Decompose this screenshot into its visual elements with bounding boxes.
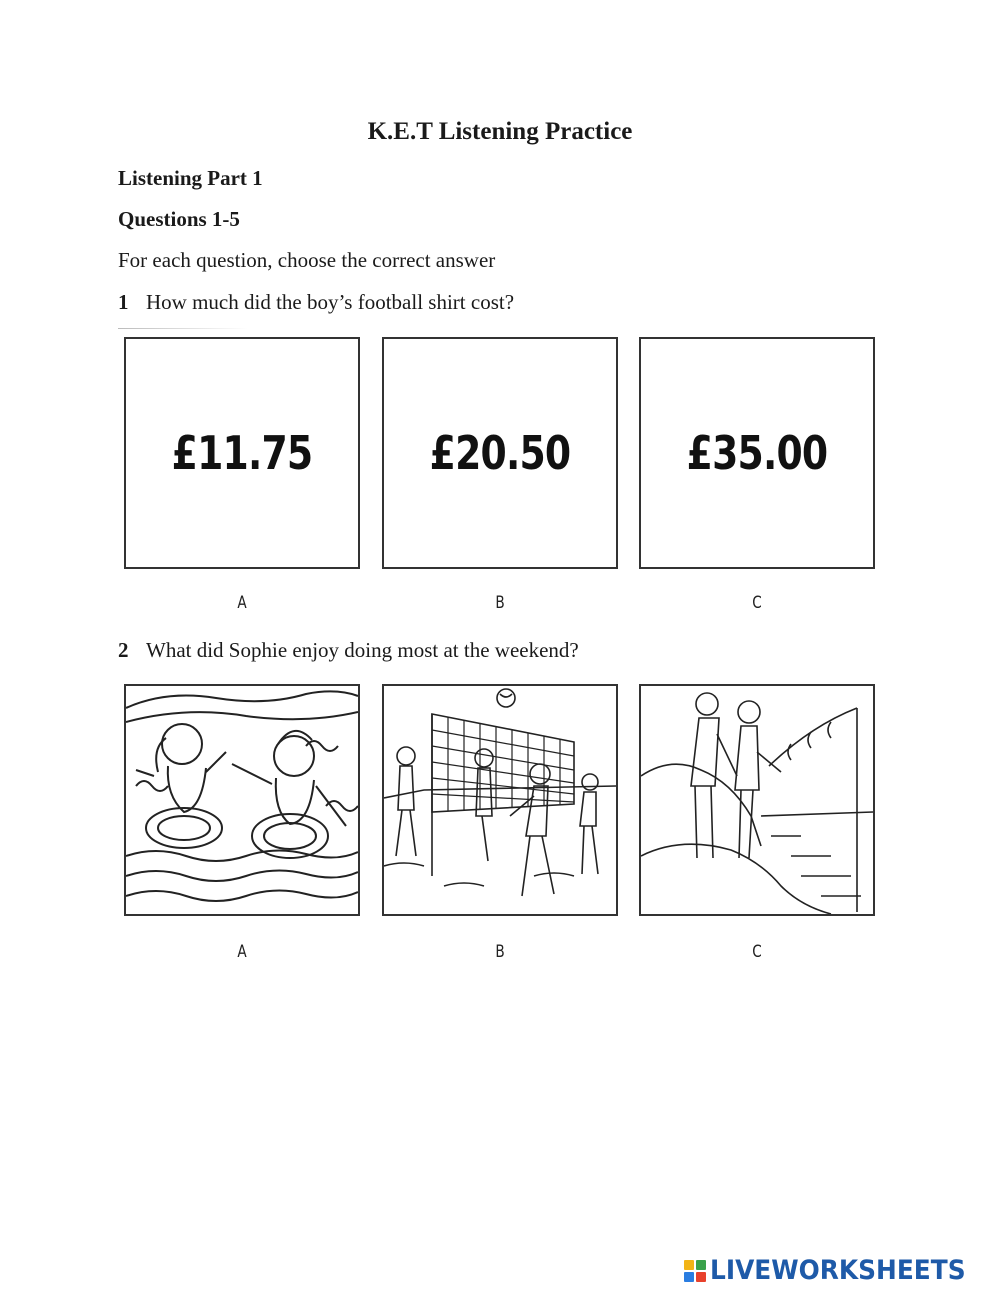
option-label-a: A [237,593,247,613]
option-label-c: C [752,593,762,613]
volleyball-illustration [384,686,616,914]
page-title: K.E.T Listening Practice [367,118,633,145]
question-2 [118,638,579,663]
question-text: How much did the boy’s football shirt cost? [146,290,515,314]
question-number: 1 [118,290,129,314]
questions-heading: Questions 1-5 [118,207,240,231]
price-option-b: £20.50 [429,426,571,480]
option-1b-box[interactable] [382,337,618,569]
logo-tiles-icon [684,1260,706,1282]
option-1a-box[interactable] [124,337,360,569]
option-1c-box[interactable] [639,337,875,569]
swimming-illustration [126,686,358,914]
option-label-c: C [752,942,762,962]
question-number: 2 [118,638,129,662]
fishing-illustration [641,686,873,914]
instruction-text: For each question, choose the correct answer [118,248,496,272]
part-heading: Listening Part 1 [118,166,263,190]
liveworksheets-logo[interactable] [684,1255,988,1286]
price-option-a: £11.75 [171,426,313,480]
brand-name: LIVEWORKSHEETS [710,1255,966,1286]
option-2a-box[interactable] [124,684,360,916]
option-label-a: A [237,942,247,962]
divider [118,328,248,329]
option-2c-box[interactable] [639,684,875,916]
option-label-b: B [495,942,505,962]
option-2b-box[interactable] [382,684,618,916]
question-1 [118,290,514,315]
option-label-b: B [495,593,505,613]
question-text: What did Sophie enjoy doing most at the weekend? [146,638,579,662]
price-option-c: £35.00 [686,426,828,480]
